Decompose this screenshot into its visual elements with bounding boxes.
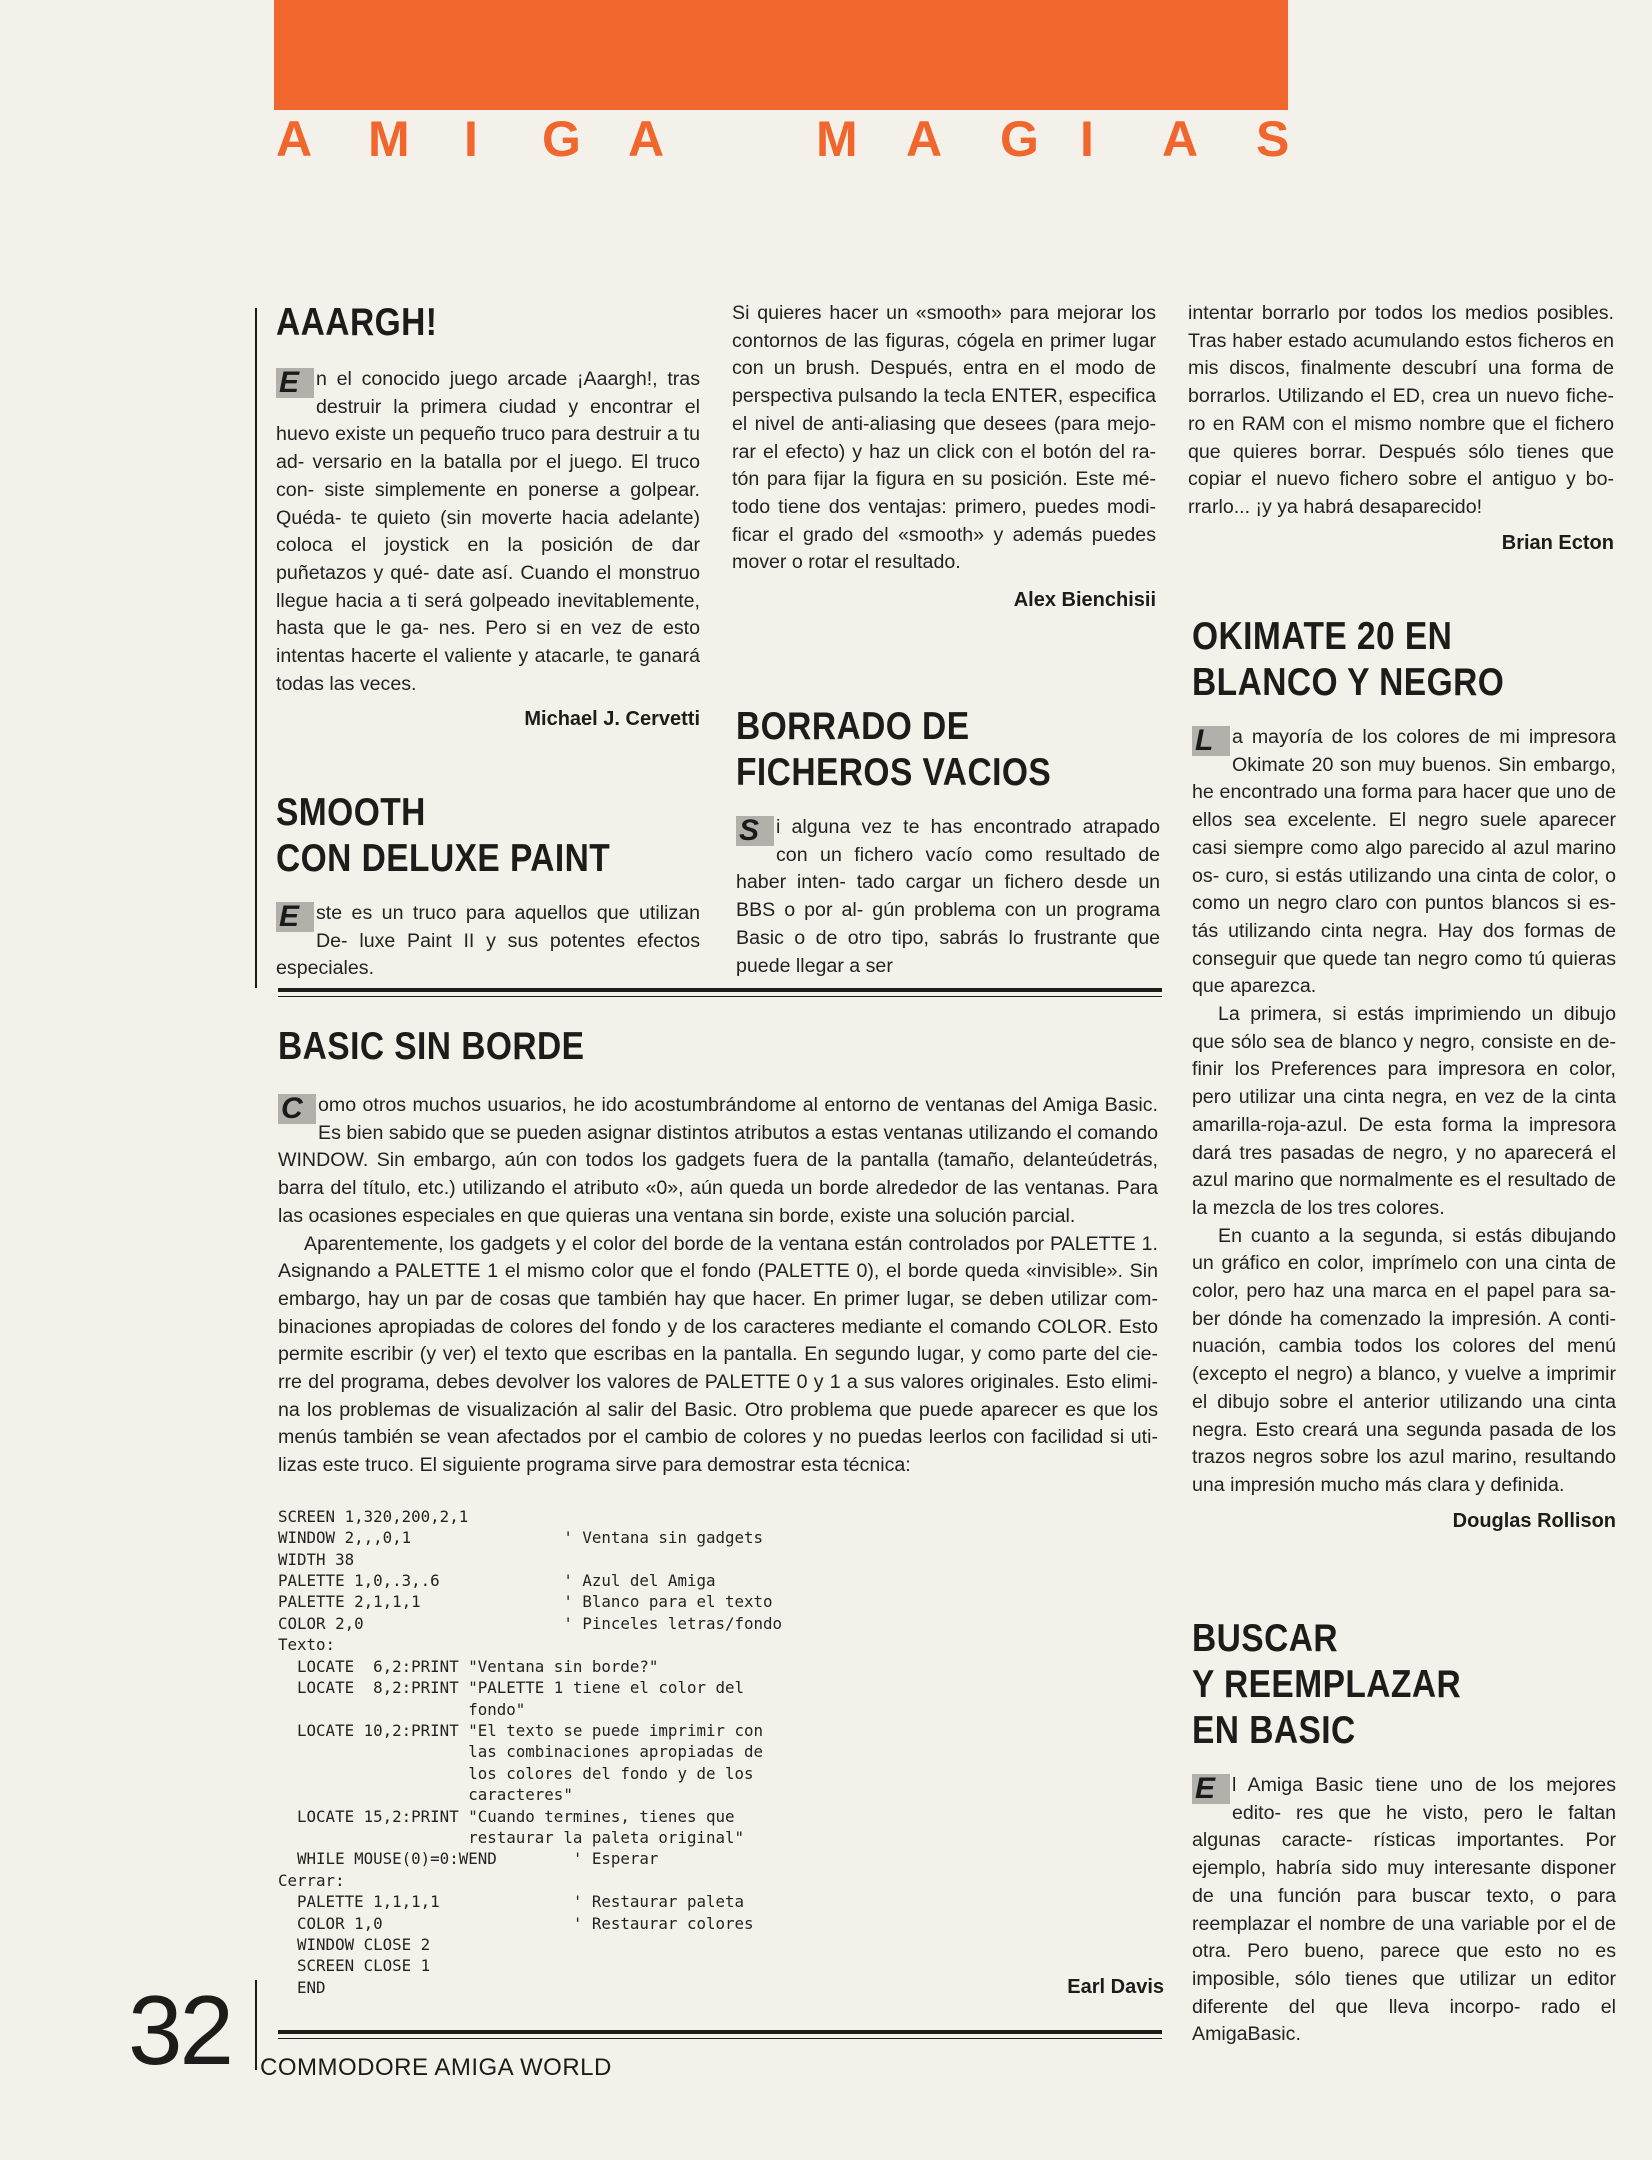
article-title-line3: EN BASIC — [1192, 1709, 1356, 1752]
article-author: Douglas Rollison — [1452, 1509, 1616, 1532]
text-line: dará tres pasadas de negro, y no aparecerá el — [1192, 1141, 1616, 1164]
article-title-line1: OKIMATE 20 EN — [1192, 615, 1453, 658]
text-line: un gráfico en color, imprímelo con una cinta de — [1192, 1252, 1616, 1275]
text-line: muy interesante disponer de una función para — [1192, 1857, 1616, 1907]
text-line: pero utilizar una cinta negra, en vez de la cinta — [1192, 1086, 1616, 1109]
text-line: tado cargar un fichero desde un BBS o por al- — [736, 871, 1160, 922]
text-line: será golpeado inevitablemente, hasta que le ga- — [276, 589, 700, 640]
article-paragraph — [1192, 724, 1616, 1001]
text-line: luxe Paint II y sus potentes efectos especiales. — [276, 929, 700, 980]
text-line: un fichero vacío como resultado de haber inten- — [736, 843, 1160, 894]
text-line: la mezcla de los tres colores. — [1192, 1196, 1445, 1219]
text-line: que quieres borrar. Después sólo tienes que — [1188, 440, 1614, 463]
text-line: contornos de las figuras, cógela en primer lugar — [732, 329, 1156, 352]
article-body — [1192, 1772, 1616, 2049]
section-divider-top-thin — [278, 996, 1162, 997]
text-line: siempre como algo parecido al azul marino os- — [1192, 836, 1616, 887]
article-okimate — [1192, 614, 1616, 1533]
article-title: BASIC SIN BORDE — [278, 1025, 585, 1068]
footer-left-rule — [255, 1980, 257, 2070]
text-line: color, pero haz una marca en el papel para sa- — [1192, 1280, 1616, 1303]
article-paragraph — [278, 1231, 1158, 1480]
text-line: Asignando a PALETTE 1 el mismo color que el fondo (PALETTE 0), el borde queda «invisible». Sin — [278, 1260, 1158, 1283]
text-line: con un brush. Después, entra en el modo de — [732, 357, 1156, 380]
text-line: existe un pequeño truco para destruir a tu ad- — [276, 423, 700, 474]
page-number: 32 — [128, 1975, 232, 2085]
section-letter: G — [542, 111, 581, 167]
text-line: ste es un truco para aquellos que utilizan De- — [316, 902, 700, 952]
text-line: barra del título, etc.) utilizando el atributo «0», aún queda un borde alrededor de las ventanas. Para — [278, 1177, 1158, 1200]
article-author: Alex Bienchisii — [1013, 589, 1156, 612]
text-line: curo, si estás utilizando una cinta de color, o — [1225, 864, 1616, 887]
text-line: n el conocido juego arcade ¡Aaargh!, tras — [316, 368, 700, 390]
text-line: rísticas importantes. Por ejemplo, habría sido — [1192, 1829, 1616, 1880]
text-line: el dibujo sobre el anterior utilizando una cinta — [1192, 1390, 1616, 1413]
article-paragraph — [1192, 1223, 1616, 1500]
text-line: ellos sea excelente. El negro suele aparecer casi — [1192, 809, 1616, 859]
article-borrado-continued — [1188, 300, 1614, 555]
header-orange-bar — [274, 0, 1288, 110]
text-line: valiente y atacarle, te ganará todas las veces. — [276, 645, 700, 695]
text-line: mis discos, finalmente descubrí una forma de — [1188, 357, 1614, 380]
magazine-name: COMMODORE AMIGA WORLD — [260, 2054, 612, 2081]
text-line: binaciones apropiadas de colores del fondo y de los caracteres mediante el comando COLOR. Esto — [278, 1315, 1158, 1338]
drop-cap: E — [276, 368, 314, 398]
section-letter: I — [1080, 111, 1094, 167]
drop-cap: C — [278, 1094, 316, 1124]
article-author: Brian Ecton — [1501, 531, 1614, 554]
drop-cap: L — [1192, 726, 1230, 756]
text-line: Tras haber estado acumulando estos ficheros en — [1188, 329, 1614, 352]
text-line: permite escribir (y ver) el texto que escribas en la pantalla. En segundo lugar, y como parte del cie- — [278, 1343, 1158, 1366]
drop-cap: S — [736, 816, 774, 846]
text-line: ficar el grado del «smooth» y además puedes — [732, 523, 1156, 546]
section-letter: A — [1162, 111, 1199, 167]
text-line: una variable por el de otra. Pero bueno, parece — [1192, 1912, 1616, 1963]
text-line: amarilla-roja-azul. De esta forma la impresora — [1192, 1113, 1616, 1136]
text-line: finir los Preferences para impresora en color, — [1192, 1058, 1616, 1081]
text-line: que sólo sea de blanco y negro, consiste en de- — [1192, 1030, 1616, 1053]
text-line: que esto no es imposible, sólo tienes que — [1192, 1940, 1616, 1990]
text-line: el nivel de anti-aliasing que desees (para mejo- — [732, 412, 1156, 435]
text-line: destruir la primera ciudad y encontrar el huevo — [276, 395, 700, 446]
article-body — [276, 366, 700, 698]
code-listing: SCREEN 1,320,200,2,1 WINDOW 2,,,0,1 ' Ventana sin gadgets WIDTH 38 PALETTE 1,0,.3,.6 ' Azul del Amiga PALETTE 2,1,1,1 ' Blanco para el texto COLOR 2,0 ' Pinceles letras/fondo Texto: LOCATE 6,2:PRINT "Ventana sin borde?" LOCATE 8,2:PRINT "PALETTE 1 tiene el color del fondo" LOCATE 10,2:PRINT "El texto se puede imprimir con las combinaciones apropiadas de los colores del fondo y de los caracteres" LOCATE 15,2:PRINT "Cuando termines, tienes que restaurar la paleta original" WHILE MOUSE(0)=0:WEND ' Esperar Cerrar: PALETTE 1,1,1,1 ' Restaurar paleta COLOR 1,0 ' Restaurar colores WINDOW CLOSE 2 SCREEN CLOSE 1 END — [278, 1506, 783, 1997]
text-line: embargo, hay un par de cosas que también hay que hacer. En primer lugar, se deben utilizar com- — [278, 1287, 1158, 1310]
section-letter: A — [628, 111, 665, 167]
text-line: rar el efecto) y haz un click con el botón del ra- — [732, 440, 1156, 463]
article-aaargh — [276, 300, 700, 731]
article-smooth — [276, 790, 700, 983]
text-line: Okimate 20 son muy buenos. Sin embargo, he — [1192, 753, 1616, 804]
text-line: una impresión mucho más clara y definida. — [1192, 1473, 1565, 1496]
section-letter: I — [464, 111, 478, 167]
text-line: Si quieres hacer un «smooth» para mejorar los — [732, 302, 1156, 324]
article-paragraph — [1192, 1001, 1616, 1223]
text-line: rre del programa, debes devolver los valores de PALETTE 0 y 1 a sus valores originales. Esto elimi- — [278, 1371, 1158, 1394]
section-letter: A — [276, 111, 313, 167]
article-author: Michael J. Cervetti — [524, 708, 700, 731]
text-line: perspectiva pulsando la tecla ENTER, especifica — [732, 385, 1156, 408]
article-title-line1: BORRADO DE — [736, 705, 970, 748]
text-line: copiar el nuevo fichero sobre el antiguo y bo- — [1188, 468, 1614, 491]
text-line: utilizar un editor diferente del que lleva incorpo- — [1192, 1967, 1616, 2018]
text-line: Es bien sabido que se pueden asignar distintos atributos a estas ventanas utilizando el comando — [318, 1121, 1158, 1144]
text-line: borrarlos. Utilizando el ED, crea un nuevo fiche- — [1188, 385, 1614, 408]
text-line: En cuanto a la segunda, si estás dibujando — [1218, 1224, 1616, 1247]
article-title-line2: CON DELUXE PAINT — [276, 837, 611, 880]
text-line: omo otros muchos usuarios, he ido acostumbrándome al entorno de ventanas del Amiga Basic. — [318, 1094, 1158, 1116]
article-title: AAARGH! — [276, 301, 438, 344]
section-letter: A — [906, 111, 943, 167]
text-line: tipo, sabrás lo frustrante que puede llegar a ser — [736, 926, 1161, 977]
text-line: joystick en la posición de dar puñetazos y qué- — [276, 534, 700, 584]
text-line: tón para fijar la figura en su posición. Este mé- — [732, 468, 1156, 491]
text-line: res que he visto, pero le faltan algunas caracte- — [1192, 1801, 1616, 1852]
text-line: te quieto (sin moverte hacia adelante) coloca el — [276, 506, 700, 557]
article-title-line2: BLANCO Y NEGRO — [1192, 661, 1505, 704]
column-left-rule — [255, 308, 257, 988]
text-line: encontrado una forma para hacer que uno de — [1219, 781, 1616, 804]
article-buscar — [1192, 1616, 1616, 2049]
article-title-line1: BUSCAR — [1192, 1617, 1339, 1660]
text-line: buscar texto, o para reemplazar el nombre de — [1192, 1884, 1616, 1935]
text-line: na los problemas de visualización al salir del Basic. Otro problema que puede aparecer es que los — [278, 1398, 1158, 1421]
text-line: a mayoría de los colores de mi impresora — [1232, 726, 1616, 748]
article-body — [736, 814, 1160, 980]
text-line: intentar borrarlo por todos los medios posibles. — [1188, 302, 1614, 324]
text-line: azul marino que normalmente es el resultado de — [1192, 1169, 1616, 1192]
section-header — [274, 108, 1294, 170]
section-letter: G — [1000, 111, 1039, 167]
text-line: nuación, cambia todos los colores del menú — [1192, 1335, 1616, 1358]
section-letter: M — [368, 111, 410, 167]
text-line: (excepto el negro) a blanco, y vuelve a imprimir — [1192, 1363, 1616, 1386]
text-line: ro en RAM con el mismo nombre que el fichero — [1188, 412, 1614, 435]
text-line: La primera, si estás imprimiendo un dibujo — [1218, 1003, 1616, 1026]
text-line: trazos negros sobre los azul marino, resultando — [1192, 1446, 1616, 1469]
text-line: lizas este truco. El siguiente programa sirve para demostrar esta técnica: — [278, 1454, 911, 1477]
article-author: Earl Davis — [1067, 1976, 1164, 1998]
section-divider-bottom — [278, 2030, 1162, 2034]
text-line: las ocasiones especiales en que quieras una ventana sin borde, existe una solución parcial. — [278, 1204, 1076, 1227]
text-line: menús también se vean afectados por el cambio de colores y no puedas leerlos con facilidad si uti- — [278, 1426, 1158, 1449]
section-letter: M — [816, 111, 858, 167]
section-divider-top — [278, 988, 1162, 992]
article-body — [1188, 300, 1614, 522]
article-title-line1: SMOOTH — [276, 791, 426, 834]
text-line: rado el AmigaBasic. — [1192, 1995, 1616, 2046]
text-line: tás utilizando cinta negra. Hay dos formas de — [1192, 919, 1616, 942]
text-line: gún problema con un programa Basic o de otro — [736, 899, 1160, 949]
text-line: ber dónde ha comenzado la impresión. A conti- — [1192, 1307, 1616, 1330]
text-line: como un negro claro con puntos blancos si es- — [1192, 892, 1616, 915]
text-line: que aparezca. — [1192, 975, 1317, 998]
article-smooth-continued — [732, 300, 1156, 612]
drop-cap: E — [1192, 1774, 1230, 1804]
article-basic — [278, 1024, 1158, 1998]
section-divider-bottom-thin — [278, 2038, 1162, 2039]
article-body — [276, 900, 700, 983]
text-line: date así. Cuando el monstruo llegue hacia a ti — [276, 561, 700, 612]
section-letter: S — [1256, 111, 1290, 167]
article-title-line2: FICHEROS VACIOS — [736, 751, 1052, 794]
text-line: mover o rotar el resultado. — [732, 551, 961, 574]
text-line: siste simplemente en ponerse a golpear. Quéda- — [276, 478, 700, 529]
article-paragraph — [278, 1092, 1158, 1231]
article-borrado — [736, 704, 1160, 980]
text-line: Aparentemente, los gadgets y el color del borde de la ventana están controlados por PALETTE 1. — [304, 1232, 1158, 1255]
text-line: WINDOW. Sin embargo, aún con todos los gadgets fuera de la pantalla (tamaño, delanteúdetrás, — [278, 1149, 1158, 1172]
text-line: negra. Esto creará una segunda pasada de los — [1192, 1418, 1616, 1441]
text-line: l Amiga Basic tiene uno de los mejores edito- — [1232, 1774, 1616, 1824]
text-line: todo tiene dos ventajas: primero, puedes modi- — [732, 495, 1156, 518]
text-line: rrarlo... ¡y ya habrá desaparecido! — [1188, 495, 1483, 518]
text-line: i alguna vez te has encontrado atrapado con — [776, 816, 1160, 866]
text-line: nes. Pero si en vez de esto intentas hacerte el — [276, 617, 700, 668]
article-body — [732, 300, 1156, 577]
text-line: versario en la batalla por el juego. El truco con- — [276, 451, 700, 501]
drop-cap: E — [276, 902, 314, 932]
article-title-line2: Y REEMPLAZAR — [1192, 1663, 1462, 1706]
text-line: conseguir que quede tan negro como tú quieras — [1192, 947, 1616, 970]
